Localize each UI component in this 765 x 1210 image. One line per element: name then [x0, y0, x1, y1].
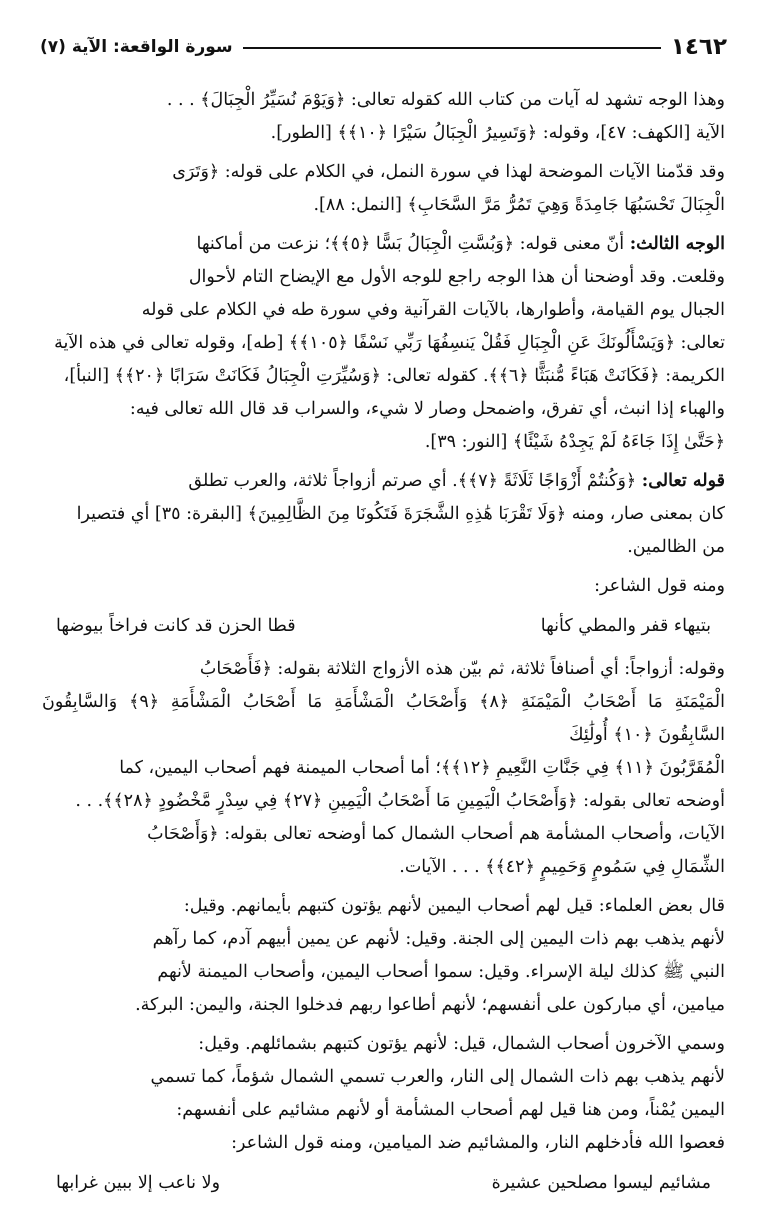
text-line: الْمَيْمَنَةِ مَا أَصْحَابُ الْمَيْمَنَةِ ﴿٨﴾ وَأَصْحَابُ الْمَشْأَمَةِ مَا أَصْحَابُ الْمَشْأَمَةِ ﴿٩﴾ وَالسَّابِقُونَ السَّابِقُونَ ﴿١٠﴾ أُولَٰئِكَ [42, 692, 726, 745]
paragraph [42, 228, 725, 459]
text-line [42, 465, 725, 498]
text-line: أوضحه تعالى بقوله: ﴿وَأَصْحَابُ الْيَمِينِ مَا أَصْحَابُ الْيَمِينِ ﴿٢٧﴾ فِي سِدْرٍ مَّخْضُودٍ ﴿٢٨﴾﴾. . . [75, 791, 725, 811]
verse-second-hemistich: قطا الحزن قد كانت فراخاً بيوضها [56, 616, 296, 636]
text-line: وسمي الآخرون أصحاب الشمال، قيل: لأنهم يؤتون كتبهم بشمائلهم. وقيل: [198, 1034, 725, 1054]
poetry-verse [56, 609, 711, 643]
page-body [42, 84, 725, 1210]
paragraph [42, 890, 725, 1022]
text-line: الْجِبَالَ تَحْسَبُهَا جَامِدَةً وَهِيَ تَمُرُّ مَرَّ السَّحَابِ﴾ [النمل: ٨٨]. [313, 195, 725, 215]
paragraph [42, 84, 725, 150]
text-line: تعالى: ﴿وَيَسْأَلُونَكَ عَنِ الْجِبَالِ فَقُلْ يَنسِفُهَا رَبِّي نَسْفًا ﴿١٠٥﴾﴾ [طه]، وقوله تعالى في هذه الآية [54, 333, 725, 353]
text-line: الشِّمَالِ فِي سَمُومٍ وَحَمِيمٍ ﴿٤٢﴾﴾ . . . الآيات. [399, 857, 725, 877]
verse-second-hemistich: ولا ناعب إلا ببين غرابها [56, 1173, 221, 1193]
paragraph [42, 570, 725, 603]
header-rule [243, 47, 661, 49]
text-line: لأنهم يذهب بهم ذات الشمال إلى النار، والعرب تسمي الشمال شؤماً، كما تسمي [150, 1067, 725, 1087]
section-heading: الوجه الثالث: [629, 234, 725, 254]
text-line: وهذا الوجه تشهد له آيات من كتاب الله كقوله تعالى: ﴿وَيَوْمَ نُسَيِّرُ الْجِبَالَ﴾ . . . [166, 90, 725, 110]
page-header [40, 30, 727, 64]
text-line: ميامين، أي مباركون على أنفسهم؛ لأنهم أطاعوا ربهم فدخلوا الجنة، واليمن: البركة. [135, 995, 725, 1015]
text-line: النبي ﷺ كذلك ليلة الإسراء. وقيل: سموا أصحاب اليمين، وأصحاب الميمنة لأنهم [157, 962, 725, 982]
text-run: أنّ معنى قوله: ﴿وَبُسَّتِ الْجِبَالُ بَسًّا ﴿٥﴾﴾؛ نزعت من أماكنها [196, 234, 630, 254]
paragraph [42, 465, 725, 564]
page-number: ١٤٦٢ [670, 34, 727, 60]
text-line: والهباء إذا انبث، أي تفرق، واضمحل وصار لا شيء، والسراب قد قال الله تعالى فيه: [129, 399, 725, 419]
text-line: قال بعض العلماء: قيل لهم أصحاب اليمين لأنهم يؤتون كتبهم بأيمانهم. وقيل: [183, 896, 725, 916]
running-title: سورة الواقعة: الآية (٧) [40, 37, 233, 57]
text-line: الآيات، وأصحاب المشأمة هم أصحاب الشمال كما أوضحه تعالى بقوله: ﴿وَأَصْحَابُ [147, 824, 725, 844]
text-line: الجبال يوم القيامة، وأطوارها، بالآيات القرآنية وفي سورة طه في الكلام على قوله [141, 300, 725, 320]
text-line: الكريمة: ﴿فَكَانَتْ هَبَاءً مُّنبَثًّا ﴿٦﴾﴾. كقوله تعالى: ﴿وَسُيِّرَتِ الْجِبَالُ فَكَانَتْ سَرَابًا ﴿٢٠﴾﴾ [النبأ]، [63, 366, 725, 386]
paragraph [42, 653, 725, 884]
section-heading: قوله تعالى: [641, 471, 725, 491]
text-line: وقوله: أزواجاً: أي أصنافاً ثلاثة، ثم بيّن هذه الأزواج الثلاثة بقوله: ﴿فَأَصْحَابُ [199, 659, 725, 679]
text-line: وقد قدّمنا الآيات الموضحة لهذا في سورة النمل، في الكلام على قوله: ﴿وَتَرَى [172, 162, 725, 182]
text-line: لأنهم يذهب بهم ذات اليمين إلى الجنة. وقيل: لأنهم عن يمين أبيهم آدم، كما رآهم [152, 929, 725, 949]
text-line: من الظالمين. [627, 537, 725, 557]
text-line: كان بمعنى صار، ومنه ﴿وَلَا تَقْرَبَا هَٰذِهِ الشَّجَرَةَ فَتَكُونَا مِنَ الظَّالِمِينَ﴾ [البقرة: ٣٥] أي فتصيرا [76, 504, 725, 524]
verse-first-hemistich: بتيهاء قفر والمطي كأنها [540, 616, 711, 636]
text-line: فعصوا الله فأدخلهم النار، والمشائيم ضد الميامين، ومنه قول الشاعر: [231, 1133, 725, 1153]
paragraph [42, 1028, 725, 1160]
text-line: اليمين يُمْناً، ومن هنا قيل لهم أصحاب المشأمة أو لأنهم مشائيم على أنفسهم: [176, 1100, 725, 1120]
text-line: ﴿حَتَّىٰ إِذَا جَاءَهُ لَمْ يَجِدْهُ شَيْئًا﴾ [النور: ٣٩]. [424, 432, 725, 452]
text-line [42, 228, 725, 261]
poetry-verse [56, 1166, 711, 1200]
text-line: وقلعت. وقد أوضحنا أن هذا الوجه راجع للوجه الأول مع الإيضاح التام لأحوال [188, 267, 725, 287]
paragraph [42, 156, 725, 222]
text-line: ومنه قول الشاعر: [594, 576, 725, 596]
text-line: الآية [الكهف: ٤٧]، وقوله: ﴿وَتَسِيرُ الْجِبَالُ سَيْرًا ﴿١٠﴾﴾ [الطور]. [270, 123, 725, 143]
text-line: الْمُقَرَّبُونَ ﴿١١﴾ فِي جَنَّاتِ النَّعِيمِ ﴿١٢﴾﴾؛ أما أصحاب الميمنة فهم أصحاب اليمين، كما [119, 758, 725, 778]
verse-first-hemistich: مشائيم ليسوا مصلحين عشيرة [491, 1173, 711, 1193]
text-run: ﴿وَكُنتُمْ أَزْوَاجًا ثَلَاثَةً ﴿٧﴾﴾. أي صرتم أزواجاً ثلاثة، والعرب تطلق [188, 471, 642, 491]
